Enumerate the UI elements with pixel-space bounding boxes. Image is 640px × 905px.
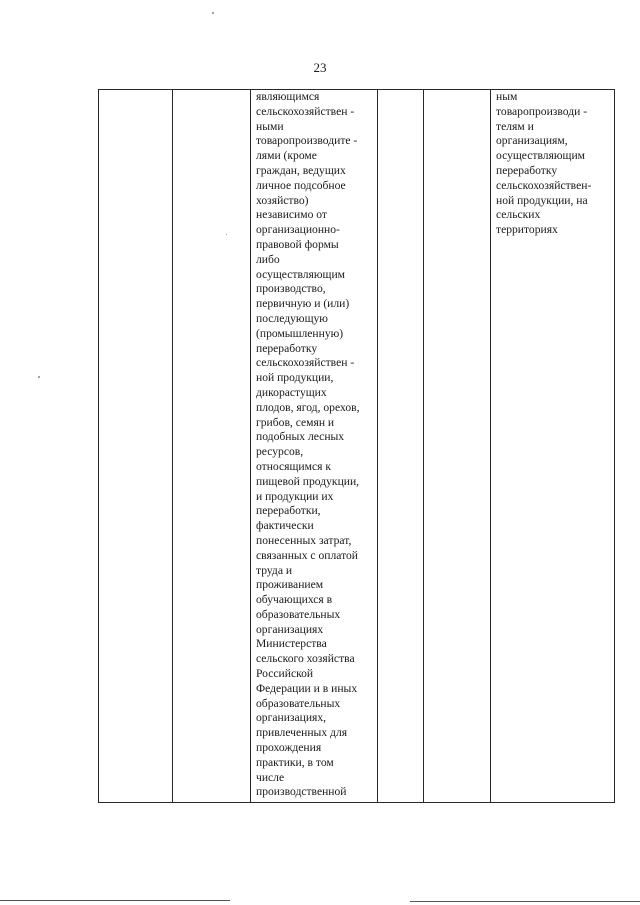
text-line: (промышленную)	[256, 326, 344, 340]
scan-speck	[212, 12, 214, 14]
text-line: ресурсов,	[256, 445, 304, 459]
text-line: дикорастущих	[256, 385, 327, 399]
text-line: сельских	[496, 208, 541, 222]
text-line: организационно-	[256, 223, 340, 237]
text-line: и продукции их	[256, 489, 334, 503]
scan-edge-line	[0, 900, 230, 901]
text-line: подобных лесных	[256, 430, 345, 444]
text-line: Российской	[256, 667, 314, 681]
text-line: плодов, ягод, орехов,	[256, 400, 360, 414]
text-line: производственной	[256, 785, 347, 799]
text-line: ной продукции,	[256, 371, 334, 385]
scan-speck	[38, 376, 40, 378]
text-line: фактически	[256, 519, 314, 533]
text-line: последующую	[256, 311, 328, 325]
text-line: личное подсобное	[256, 178, 346, 192]
text-line: хозяйство)	[256, 193, 309, 207]
text-line: Федерации и в иных	[256, 681, 358, 695]
scan-edge-line	[410, 901, 640, 902]
text-line: телям и	[496, 119, 534, 133]
table-row	[99, 90, 615, 803]
text-line: переработку	[496, 163, 558, 177]
text-line: либо	[256, 252, 280, 266]
text-line: осуществляющим	[256, 267, 346, 281]
middle-column-text	[251, 90, 377, 800]
text-line: образовательных	[256, 696, 341, 710]
text-line: относящимся к	[256, 459, 331, 473]
text-line: привлеченных для	[256, 726, 348, 740]
text-line: правовой формы	[256, 237, 339, 251]
table-cell-col2	[173, 90, 251, 803]
text-line: организациях,	[256, 711, 327, 725]
text-line: территориях	[496, 223, 558, 237]
text-line: товаропроизводи -	[496, 104, 588, 118]
text-line: сельскохозяйствен -	[256, 104, 355, 118]
page-number: 23	[313, 60, 327, 75]
text-line: проживанием	[256, 578, 324, 592]
text-line: первичную и (или)	[256, 297, 350, 311]
table-cell-col1	[99, 90, 173, 803]
text-line: переработку	[256, 341, 318, 355]
table-cell-col5	[424, 90, 491, 803]
table-cell-col6	[491, 90, 615, 803]
text-line: грибов, семян и	[256, 415, 335, 429]
text-line: связанных с оплатой	[256, 548, 359, 562]
table-cell-col3	[251, 90, 378, 803]
text-line: производство,	[256, 282, 326, 296]
table-cell-col4	[378, 90, 424, 803]
text-line: товаропроизводите -	[256, 134, 358, 148]
text-line: сельскохозяйствен -	[256, 356, 355, 370]
text-line: пищевой продукции,	[256, 474, 360, 488]
text-line: осуществляющим	[496, 149, 586, 163]
text-line: являющимся	[256, 90, 320, 103]
text-line: организациям,	[496, 134, 568, 148]
text-line: переработки,	[256, 504, 321, 518]
text-line: ными	[256, 119, 284, 133]
text-line: сельскохозяйствен-	[496, 178, 592, 192]
text-line: числе	[256, 770, 285, 784]
text-line: образовательных	[256, 607, 341, 621]
text-line: граждан, ведущих	[256, 163, 346, 177]
text-line: сельского хозяйства	[256, 652, 355, 666]
text-line: Министерства	[256, 637, 327, 651]
text-line: ной продукции, на	[496, 193, 588, 207]
text-line: прохождения	[256, 741, 322, 755]
document-table	[98, 89, 615, 803]
text-line: обучающихся в	[256, 593, 333, 607]
text-line: независимо от	[256, 208, 327, 222]
text-line: ным	[496, 90, 518, 103]
scan-speck	[226, 234, 227, 235]
text-line: понесенных затрат,	[256, 533, 352, 547]
text-line: организациях	[256, 622, 324, 636]
text-line: лями (кроме	[256, 149, 317, 163]
text-line: практики, в том	[256, 755, 334, 769]
text-line: труда и	[256, 563, 293, 577]
last-column-text	[491, 90, 614, 238]
